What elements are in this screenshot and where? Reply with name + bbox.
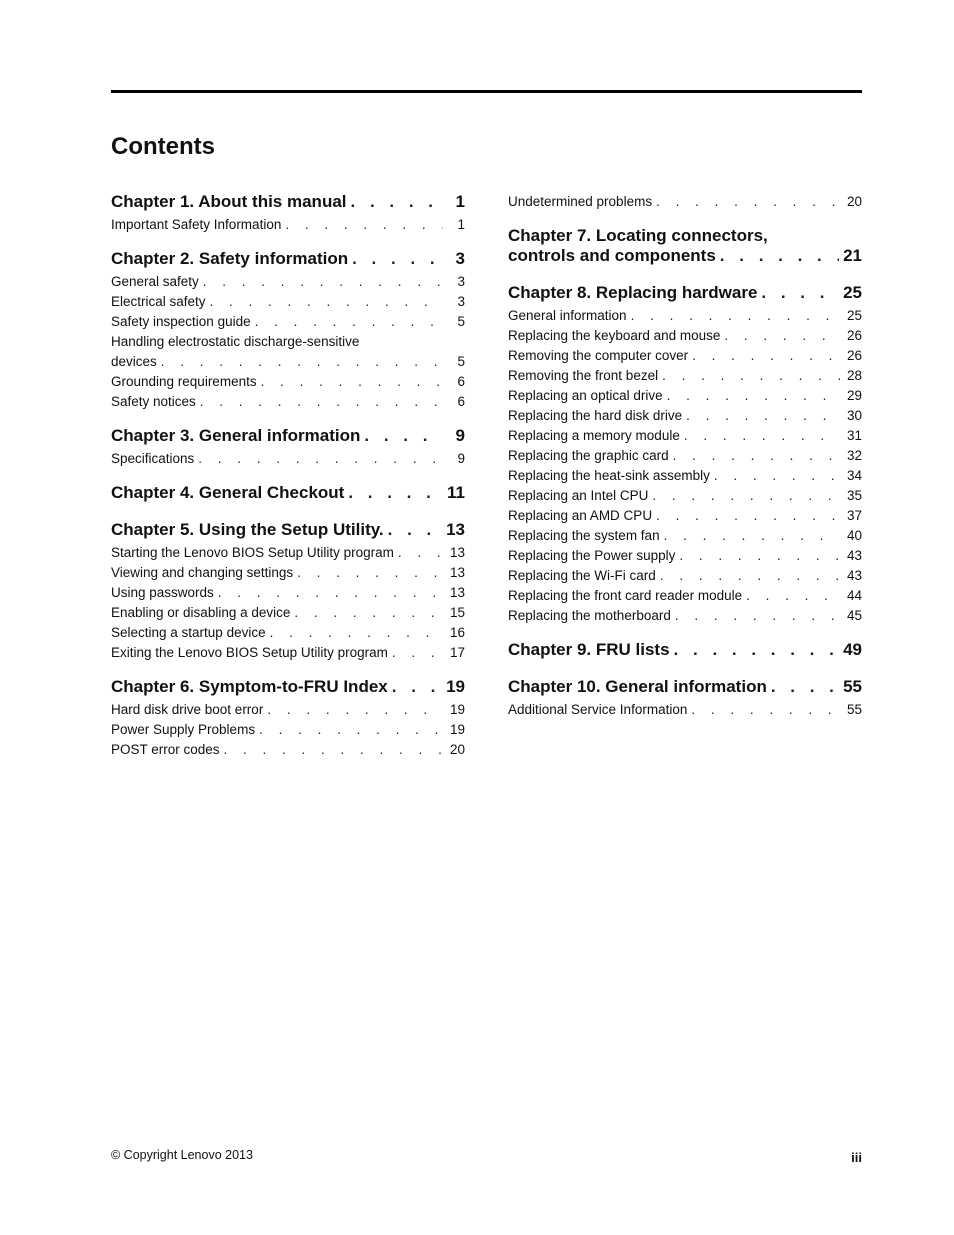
toc-chapter	[508, 640, 862, 663]
toc-entry[interactable]	[111, 332, 465, 372]
dot-leader	[398, 543, 443, 563]
toc-entry[interactable]	[111, 449, 465, 469]
toc-chapter	[508, 677, 862, 720]
dot-leader	[218, 583, 443, 603]
entry-page: 9	[457, 451, 465, 466]
entry-page: 16	[449, 625, 465, 640]
dot-leader	[684, 426, 840, 446]
toc-entry[interactable]	[508, 546, 862, 566]
entry-title: Selecting a startup device	[111, 625, 266, 640]
chapter-heading-line2[interactable]	[508, 246, 862, 269]
chapter-title: Chapter 6. Symptom-to-FRU Index	[111, 677, 388, 696]
dot-leader	[388, 520, 442, 540]
dot-leader	[255, 312, 443, 332]
entry-title: Replacing the motherboard	[508, 608, 671, 623]
entry-title: Replacing a memory module	[508, 428, 680, 443]
toc-entry[interactable]	[508, 446, 862, 466]
entry-page: 13	[449, 585, 465, 600]
entry-title: Additional Service Information	[508, 702, 688, 717]
toc-entry[interactable]	[111, 372, 465, 392]
chapter-heading[interactable]	[111, 192, 465, 215]
dot-leader	[761, 283, 839, 303]
dot-leader	[364, 426, 443, 446]
chapter-page: 55	[843, 677, 862, 696]
entry-title-cont: devices	[111, 354, 157, 369]
entry-line1: Handling electrostatic discharge-sensitive	[111, 334, 360, 349]
entry-page: 43	[846, 548, 862, 563]
toc-chapter	[111, 677, 465, 760]
toc-entry[interactable]	[111, 720, 465, 740]
entry-page: 13	[449, 545, 465, 560]
toc-entry[interactable]	[508, 386, 862, 406]
dot-leader	[679, 546, 840, 566]
toc-entry[interactable]	[508, 426, 862, 446]
toc-entry[interactable]	[111, 292, 465, 312]
entry-page: 30	[846, 408, 862, 423]
entry-page: 40	[846, 528, 862, 543]
entry-title: Replacing the keyboard and mouse	[508, 328, 721, 343]
entry-title: Using passwords	[111, 585, 214, 600]
entry-title: Electrical safety	[111, 294, 206, 309]
entry-title: Safety notices	[111, 394, 196, 409]
toc-chapter	[111, 483, 465, 506]
toc-entry[interactable]	[508, 306, 862, 326]
dot-leader	[667, 386, 840, 406]
dot-leader	[285, 215, 443, 235]
entry-page: 5	[457, 314, 465, 329]
dot-leader	[392, 677, 442, 697]
dot-leader	[771, 677, 839, 697]
copyright-notice: © Copyright Lenovo 2013	[111, 1148, 253, 1162]
chapter-heading[interactable]	[508, 640, 862, 663]
dot-leader	[259, 720, 443, 740]
chapter-page: 21	[843, 246, 862, 265]
chapter-heading[interactable]	[111, 483, 465, 506]
dot-leader	[724, 326, 840, 346]
entry-title: General information	[508, 308, 627, 323]
dot-leader	[351, 192, 443, 212]
dot-leader	[692, 346, 840, 366]
dot-leader	[198, 449, 443, 469]
chapter-heading[interactable]	[111, 426, 465, 449]
toc-chapter	[111, 520, 465, 663]
entry-page: 6	[457, 374, 465, 389]
toc-entry[interactable]	[508, 506, 862, 526]
entry-title: Replacing the front card reader module	[508, 588, 743, 603]
toc-entry[interactable]	[508, 192, 862, 212]
entry-page: 19	[449, 702, 465, 717]
chapter-page: 11	[447, 483, 465, 502]
toc-chapter	[508, 226, 862, 269]
entry-title: Replacing the Power supply	[508, 548, 676, 563]
chapter-heading[interactable]	[111, 520, 465, 543]
dot-leader	[224, 740, 443, 760]
entry-page: 1	[457, 217, 465, 232]
entry-page: 29	[846, 388, 862, 403]
entry-page: 25	[846, 308, 862, 323]
entry-title: Replacing an AMD CPU	[508, 508, 653, 523]
dot-leader	[664, 526, 840, 546]
page-title: Contents	[111, 133, 215, 160]
entry-title: Hard disk drive boot error	[111, 702, 264, 717]
entry-title: Power Supply Problems	[111, 722, 256, 737]
chapter-title: Chapter 8. Replacing hardware	[508, 283, 758, 302]
entry-page: 20	[449, 742, 465, 757]
entry-title: General safety	[111, 274, 199, 289]
chapter-title: Chapter 1. About this manual	[111, 192, 347, 211]
entry-page: 13	[449, 565, 465, 580]
entry-page: 17	[449, 645, 465, 660]
dot-leader	[203, 272, 443, 292]
toc-entry[interactable]	[111, 215, 465, 235]
chapter-title: Chapter 2. Safety information	[111, 249, 349, 268]
chapter-heading[interactable]	[508, 226, 862, 246]
dot-leader	[720, 246, 839, 266]
toc-entry[interactable]	[111, 543, 465, 563]
dot-leader	[660, 566, 840, 586]
entry-page: 15	[449, 605, 465, 620]
dot-leader	[714, 466, 840, 486]
entry-page: 26	[846, 328, 862, 343]
dot-leader	[348, 483, 443, 503]
entry-title: Grounding requirements	[111, 374, 257, 389]
dot-leader	[297, 563, 443, 583]
dot-leader	[161, 352, 443, 372]
dot-leader	[200, 392, 443, 412]
toc-entry[interactable]	[508, 700, 862, 720]
entry-title: Replacing the hard disk drive	[508, 408, 683, 423]
toc-entry[interactable]	[111, 272, 465, 292]
chapter-heading[interactable]	[508, 283, 862, 306]
chapter-title: Chapter 3. General information	[111, 426, 361, 445]
entry-title: Important Safety Information	[111, 217, 282, 232]
dot-leader	[352, 249, 443, 269]
dot-leader	[691, 700, 840, 720]
entry-title: Removing the front bezel	[508, 368, 659, 383]
entry-title: Replacing the heat-sink assembly	[508, 468, 710, 483]
chapter-heading[interactable]	[111, 249, 465, 272]
entry-page: 31	[846, 428, 862, 443]
chapter-heading[interactable]	[508, 677, 862, 700]
toc-entry[interactable]	[508, 326, 862, 346]
entry-title: Replacing an Intel CPU	[508, 488, 649, 503]
dot-leader	[686, 406, 840, 426]
dot-leader	[261, 372, 443, 392]
chapter-page: 9	[455, 426, 465, 445]
dot-leader	[210, 292, 443, 312]
entry-line2	[111, 352, 465, 372]
entry-page: 26	[846, 348, 862, 363]
chapter-title: Chapter 9. FRU lists	[508, 640, 670, 659]
entry-title: Replacing the system fan	[508, 528, 660, 543]
toc-entry[interactable]	[111, 623, 465, 643]
toc-chapter	[508, 192, 862, 212]
entry-title: Starting the Lenovo BIOS Setup Utility program	[111, 545, 394, 560]
toc-entry[interactable]	[111, 700, 465, 720]
entry-page: 44	[846, 588, 862, 603]
entry-page: 28	[846, 368, 862, 383]
toc-left-column	[111, 192, 465, 760]
entry-page: 3	[457, 274, 465, 289]
toc-entry[interactable]	[508, 606, 862, 626]
dot-leader	[674, 640, 840, 660]
chapter-title: Chapter 10. General information	[508, 677, 767, 696]
toc-entry[interactable]	[508, 406, 862, 426]
toc-entry[interactable]	[111, 563, 465, 583]
dot-leader	[675, 606, 840, 626]
chapter-heading[interactable]	[111, 677, 465, 700]
toc-entry[interactable]	[508, 486, 862, 506]
chapter-page: 13	[446, 520, 465, 539]
header-rule	[111, 90, 862, 93]
entry-page: 3	[457, 294, 465, 309]
chapter-title: Chapter 5. Using the Setup Utility.	[111, 520, 384, 539]
entry-title: Viewing and changing settings	[111, 565, 294, 580]
chapter-page: 3	[455, 249, 465, 268]
chapter-title: Chapter 4. General Checkout	[111, 483, 345, 502]
entry-title: Safety inspection guide	[111, 314, 251, 329]
toc-chapter	[111, 426, 465, 469]
toc-entry[interactable]	[111, 740, 465, 760]
entry-page: 32	[846, 448, 862, 463]
entry-page: 55	[846, 702, 862, 717]
chapter-page: 25	[843, 283, 862, 302]
entry-title: Exiting the Lenovo BIOS Setup Utility program	[111, 645, 388, 660]
chapter-page: 19	[446, 677, 465, 696]
entry-page: 37	[846, 508, 862, 523]
dot-leader	[270, 623, 443, 643]
toc-entry[interactable]	[111, 583, 465, 603]
chapter-title-cont: controls and components	[508, 246, 716, 265]
toc-right-column	[508, 192, 862, 720]
entry-title: Replacing the graphic card	[508, 448, 669, 463]
dot-leader	[652, 486, 840, 506]
entry-page: 35	[846, 488, 862, 503]
toc-entry[interactable]	[111, 312, 465, 332]
chapter-page: 49	[843, 640, 862, 659]
toc-entry[interactable]	[508, 526, 862, 546]
entry-page: 6	[457, 394, 465, 409]
dot-leader	[662, 366, 840, 386]
dot-leader	[656, 506, 840, 526]
entry-page: 34	[846, 468, 862, 483]
toc-entry[interactable]	[111, 392, 465, 412]
dot-leader	[267, 700, 443, 720]
entry-title: Removing the computer cover	[508, 348, 689, 363]
entry-title: Enabling or disabling a device	[111, 605, 291, 620]
entry-title: Replacing an optical drive	[508, 388, 663, 403]
dot-leader	[673, 446, 840, 466]
toc-chapter	[508, 283, 862, 626]
entry-title: Replacing the Wi-Fi card	[508, 568, 656, 583]
toc-entry[interactable]	[508, 566, 862, 586]
dot-leader	[294, 603, 443, 623]
entry-title: Specifications	[111, 451, 195, 466]
toc-entry[interactable]	[508, 586, 862, 606]
chapter-title: Chapter 7. Locating connectors,	[508, 226, 768, 245]
toc-entry[interactable]	[508, 346, 862, 366]
page-number: iii	[851, 1150, 862, 1165]
toc-entry[interactable]	[508, 366, 862, 386]
dot-leader	[392, 643, 443, 663]
entry-page: 43	[846, 568, 862, 583]
dot-leader	[746, 586, 840, 606]
entry-page: 19	[449, 722, 465, 737]
dot-leader	[631, 306, 840, 326]
entry-title: Undetermined problems	[508, 194, 653, 209]
entry-title: POST error codes	[111, 742, 220, 757]
entry-page: 45	[846, 608, 862, 623]
toc-entry[interactable]	[111, 603, 465, 623]
toc-entry[interactable]	[508, 466, 862, 486]
entry-page: 5	[457, 354, 465, 369]
toc-chapter	[111, 249, 465, 412]
chapter-page: 1	[455, 192, 465, 211]
entry-page: 20	[846, 194, 862, 209]
dot-leader	[656, 192, 840, 212]
toc-entry[interactable]	[111, 643, 465, 663]
toc-chapter	[111, 192, 465, 235]
